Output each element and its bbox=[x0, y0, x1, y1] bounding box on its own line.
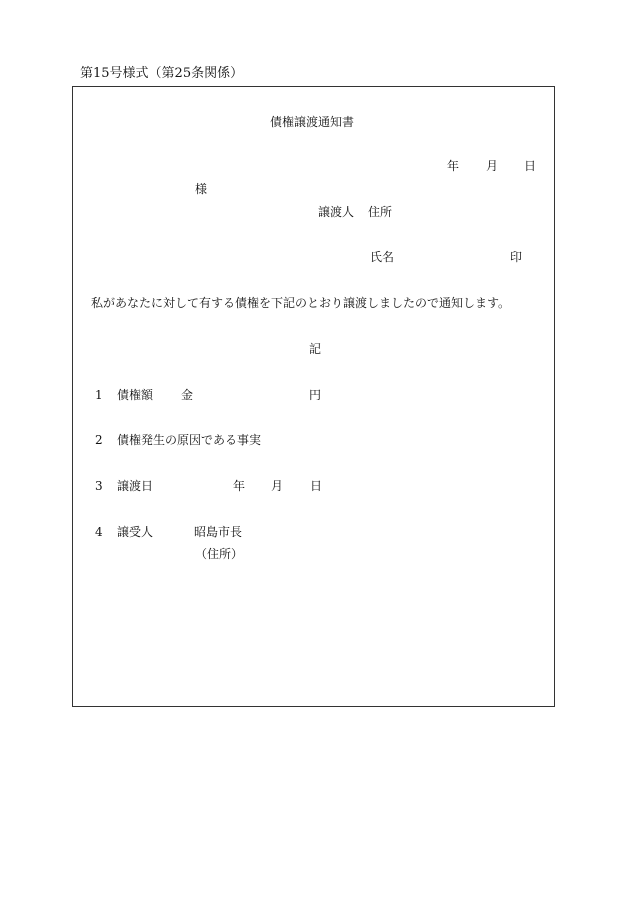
item-4-label: 譲受人 bbox=[117, 525, 154, 539]
item-3-label: 譲渡日 bbox=[117, 479, 154, 493]
addressee-suffix: 様 bbox=[195, 182, 208, 196]
item-4-value: 昭島市長 bbox=[194, 525, 243, 539]
item-1-number: 1 bbox=[95, 388, 103, 402]
assignor-name-label: 氏名 bbox=[370, 250, 395, 264]
date-month: 月 bbox=[486, 159, 499, 173]
item-1-label: 債権額 bbox=[117, 388, 154, 402]
form-number: 第15号様式（第25条関係） bbox=[80, 66, 244, 81]
seal-mark: 印 bbox=[510, 250, 523, 264]
assignor-address-label: 住所 bbox=[368, 205, 393, 219]
item-3-month: 月 bbox=[271, 479, 284, 493]
item-4-address: （住所） bbox=[195, 547, 244, 561]
item-2-label: 債権発生の原因である事実 bbox=[117, 433, 262, 447]
date-day: 日 bbox=[524, 159, 537, 173]
item-4-number: 4 bbox=[95, 525, 103, 539]
item-3-number: 3 bbox=[95, 479, 103, 493]
document-title: 債権譲渡通知書 bbox=[270, 115, 355, 129]
date-year: 年 bbox=[447, 159, 460, 173]
item-2-number: 2 bbox=[95, 433, 103, 447]
item-3-year: 年 bbox=[233, 479, 246, 493]
assignor-label: 譲渡人 bbox=[318, 205, 355, 219]
item-3-day: 日 bbox=[310, 479, 323, 493]
item-1-prefix: 金 bbox=[181, 388, 194, 402]
notice-body-text: 私があなたに対して有する債権を下記のとおり譲渡しましたので通知します。 bbox=[91, 296, 511, 310]
ki-heading: 記 bbox=[309, 342, 322, 356]
item-1-unit: 円 bbox=[309, 388, 322, 402]
